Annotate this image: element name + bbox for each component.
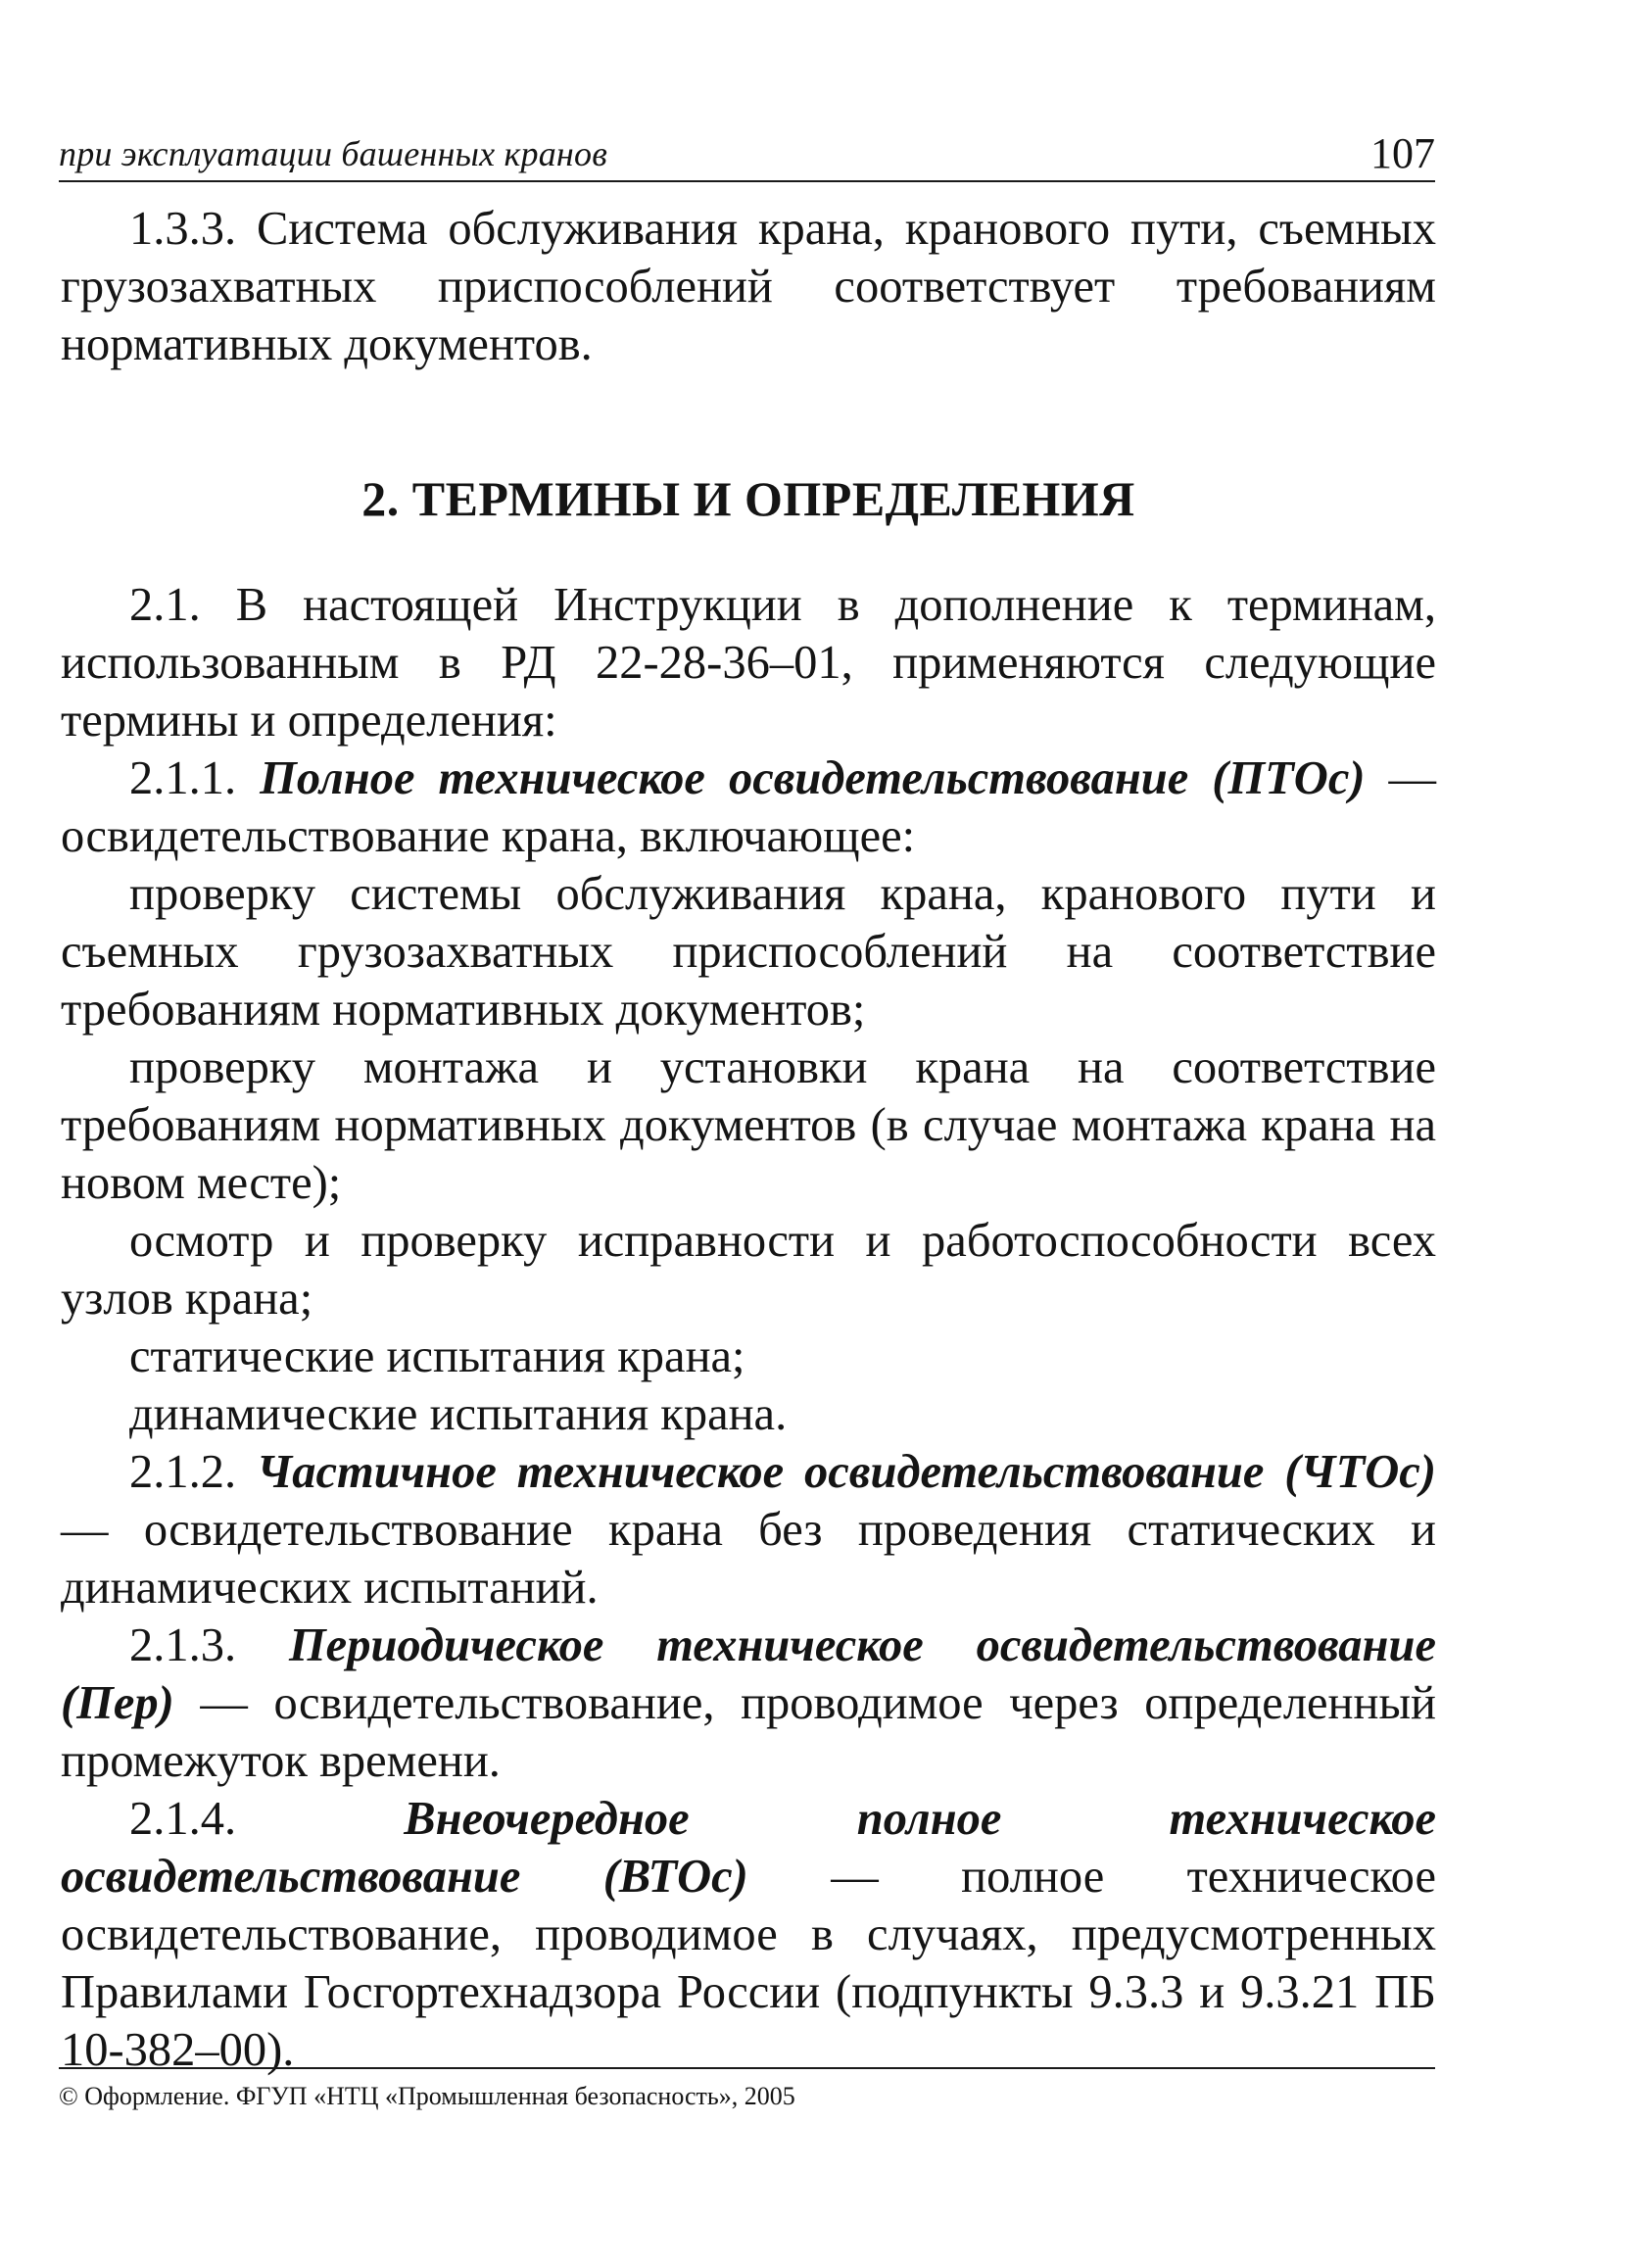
- running-header: [59, 125, 1435, 182]
- paragraph-1-3-3: 1.3.3. Система обслуживания крана, кранового пути, съемных грузозахватных приспособлений соответствует требованиям нормативных документов.: [61, 203, 1436, 370]
- term-definition: — освидетельствование крана, включающее:: [61, 752, 1436, 862]
- list-item: динамические испытания крана.: [129, 1388, 788, 1440]
- page-number: 107: [1370, 129, 1435, 177]
- list-item: осмотр и проверку исправности и работоспособности всех узлов крана;: [61, 1215, 1436, 1325]
- term-name: Полное техническое освидетельствование (ПТОс): [260, 752, 1366, 804]
- term-number: 2.1.2.: [129, 1446, 257, 1498]
- term-2-1-4: [61, 1790, 1436, 2079]
- term-number: 2.1.4.: [129, 1793, 405, 1845]
- copyright-notice: © Оформление. ФГУП «НТЦ «Промышленная безопасность», 2005: [59, 2082, 795, 2110]
- page-body: [61, 200, 1436, 2079]
- term-name: Периодическое техническое освидетельствование (Пер): [61, 1619, 1436, 1729]
- term-number: 2.1.3.: [129, 1619, 289, 1671]
- running-title: при эксплуатации башенных кранов: [59, 134, 608, 173]
- term-definition: — освидетельствование крана без проведения статических и динамических испытаний.: [61, 1504, 1436, 1614]
- page-footer: [59, 2067, 1435, 2112]
- section-heading: 2. ТЕРМИНЫ И ОПРЕДЕЛЕНИЯ: [361, 471, 1135, 526]
- list-item: статические испытания крана;: [129, 1330, 745, 1382]
- term-definition: — освидетельствование, проводимое через определенный промежуток времени.: [61, 1677, 1436, 1787]
- paragraph-2-1: 2.1. В настоящей Инструкции в дополнение к терминам, использованным в РД 22-28-36–01, применяются следующие термины и определения:: [61, 579, 1436, 747]
- term-2-1-2: [61, 1443, 1436, 1617]
- term-name: Внеочередное полное техническое освидетельствование (ВТОс): [61, 1793, 1436, 1903]
- term-definition: — полное техническое освидетельствование, проводимое в случаях, предусмотренных Правилами Госгортехнадзора России (подпункты 9.3.3 и 9.3.21 ПБ 10-382–00).: [61, 1851, 1436, 2076]
- term-name: Частичное техническое освидетельствование (ЧТОс): [256, 1446, 1436, 1498]
- term-2-1-3: [61, 1617, 1436, 1790]
- term-number: 2.1.1.: [129, 752, 261, 804]
- list-item: проверку системы обслуживания крана, кранового пути и съемных грузозахватных приспособлений на соответствие требованиям нормативных документов;: [61, 868, 1436, 1036]
- term-2-1-1: [61, 749, 1436, 865]
- list-item: проверку монтажа и установки крана на соответствие требованиям нормативных документов (в случае монтажа крана на новом месте);: [61, 1041, 1436, 1209]
